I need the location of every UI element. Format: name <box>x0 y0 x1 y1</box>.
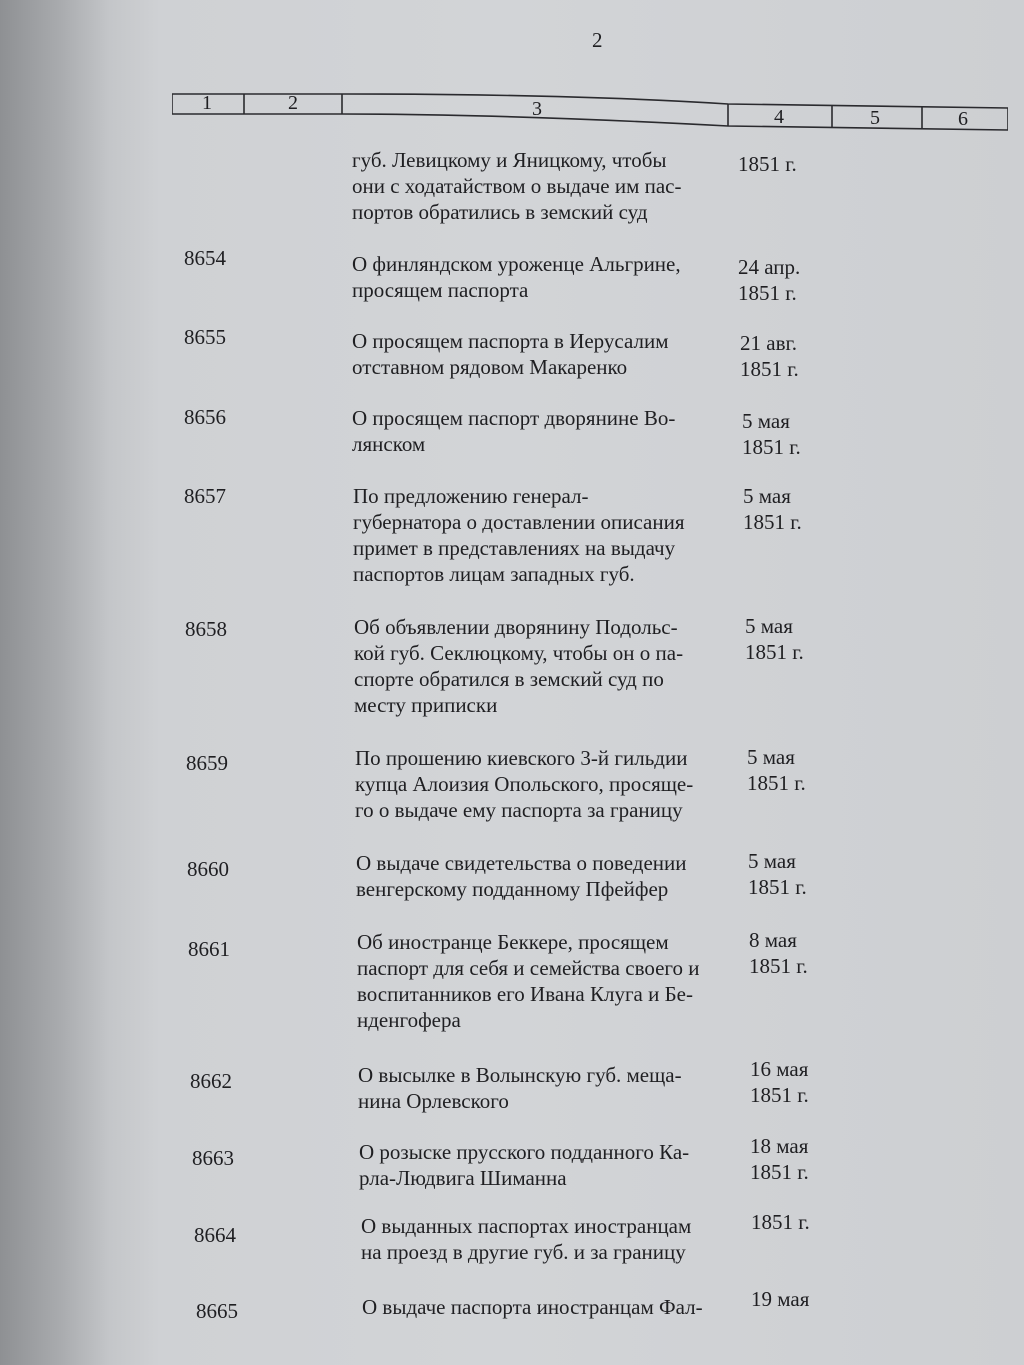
date-line: 1851 г. <box>745 640 804 664</box>
entry-description <box>352 251 681 303</box>
entry-date <box>740 330 799 382</box>
entry-date <box>747 744 806 796</box>
page-number: 2 <box>592 28 603 52</box>
date-line: 1851 г. <box>748 875 807 899</box>
description-line: они с ходатайством о выдаче им пас- <box>352 174 682 198</box>
entry-description <box>352 147 681 225</box>
entry-date <box>750 1133 809 1185</box>
description-line: О выданных паспортах иностранцам <box>361 1214 692 1238</box>
entry-description <box>357 929 700 1033</box>
date-line: 1851 г. <box>751 1210 810 1234</box>
description-line: О выдаче паспорта иностранцам Фал- <box>362 1295 703 1319</box>
entry-number: 8655 <box>184 325 226 349</box>
entry-description <box>355 745 693 823</box>
date-line: 8 мая <box>749 928 797 952</box>
description-line: паспорт для себя и семейства своего и <box>357 956 700 980</box>
description-line: на проезд в другие губ. и за границу <box>361 1240 686 1264</box>
description-line: просящем паспорта <box>352 278 529 302</box>
description-line: нина Орлевского <box>358 1089 509 1113</box>
date-line: 5 мая <box>743 484 791 508</box>
header-col-4: 4 <box>774 106 784 128</box>
entry-number: 8663 <box>192 1146 234 1170</box>
description-line: портов обратились в земский суд <box>352 200 648 224</box>
header-col-2: 2 <box>288 92 298 114</box>
date-line: 1851 г. <box>750 1083 809 1107</box>
entry-description <box>353 483 685 587</box>
date-line: 5 мая <box>747 745 795 769</box>
entry-description <box>352 328 669 380</box>
description-line: Об объявлении дворянину Подольс- <box>354 615 678 639</box>
description-line: По предложению генерал- <box>353 484 589 508</box>
entry-date <box>749 927 808 979</box>
entry-number: 8656 <box>184 405 226 429</box>
date-line: 1851 г. <box>740 357 799 381</box>
entry-number: 8660 <box>187 857 229 881</box>
date-line: 1851 г. <box>738 152 797 176</box>
entry-date <box>751 1209 810 1235</box>
date-line: 1851 г. <box>750 1160 809 1184</box>
entry-number: 8658 <box>185 617 227 641</box>
description-line: кой губ. Секлюцкому, чтобы он о па- <box>354 641 684 665</box>
entry-number: 8654 <box>184 246 226 270</box>
description-line: венгерскому подданному Пфейфер <box>356 877 669 901</box>
description-line: О выдаче свидетельства о поведении <box>356 851 687 875</box>
description-line: лянском <box>352 432 426 456</box>
date-line: 1851 г. <box>742 435 801 459</box>
date-line: 1851 г. <box>749 954 808 978</box>
date-line: 5 мая <box>745 614 793 638</box>
date-line: 21 авг. <box>740 331 797 355</box>
description-line: О розыске прусского подданного Ка- <box>359 1140 690 1164</box>
description-line: отставном рядовом Макаренко <box>352 355 628 379</box>
entry-description <box>359 1139 689 1191</box>
entry-date <box>738 254 800 306</box>
description-line: нденгофера <box>357 1008 461 1032</box>
description-line: купца Алоизия Опольского, просяще- <box>355 772 694 796</box>
header-col-1: 1 <box>202 92 212 114</box>
description-line: О просящем паспорта в Иерусалим <box>352 329 669 353</box>
entry-date <box>750 1056 809 1108</box>
description-line: губернатора о доставлении описания <box>353 510 685 534</box>
entry-description <box>361 1213 691 1265</box>
description-line: О высылке в Волынскую губ. меща- <box>358 1063 682 1087</box>
column-header-table <box>172 92 1008 130</box>
date-line: 5 мая <box>742 409 790 433</box>
description-line: примет в представлениях на выдачу <box>353 536 676 560</box>
description-line: месту приписки <box>354 693 498 717</box>
header-col-5: 5 <box>870 107 880 129</box>
entry-date <box>738 151 797 177</box>
entry-description <box>352 405 675 457</box>
description-line: воспитанников его Ивана Клуга и Бе- <box>357 982 693 1006</box>
entry-number: 8657 <box>184 484 226 508</box>
date-line: 24 апр. <box>738 255 801 279</box>
entry-date <box>748 848 807 900</box>
header-col-3: 3 <box>532 98 542 120</box>
description-line: Об иностранце Беккере, просящем <box>357 930 669 954</box>
entry-date <box>742 408 801 460</box>
entry-date <box>751 1286 809 1312</box>
description-line: По прошению киевского 3-й гильдии <box>355 746 688 770</box>
entry-number: 8659 <box>186 751 228 775</box>
entry-description <box>362 1294 703 1320</box>
header-col-6: 6 <box>958 108 968 130</box>
date-line: 1851 г. <box>738 281 797 305</box>
entry-number: 8665 <box>196 1299 238 1323</box>
entry-description <box>354 614 683 718</box>
date-line: 1851 г. <box>743 510 802 534</box>
entry-description <box>356 850 687 902</box>
date-line: 5 мая <box>748 849 796 873</box>
description-line: рла-Людвига Шиманна <box>359 1166 567 1190</box>
description-line: О просящем паспорт дворянине Во- <box>352 406 676 430</box>
entry-description <box>358 1062 682 1114</box>
entry-number: 8664 <box>194 1223 236 1247</box>
entry-number: 8662 <box>190 1069 232 1093</box>
entry-date <box>745 613 804 665</box>
date-line: 18 мая <box>750 1134 809 1158</box>
entry-number: 8661 <box>188 937 230 961</box>
date-line: 1851 г. <box>747 771 806 795</box>
date-line: 16 мая <box>750 1057 809 1081</box>
description-line: О финляндском уроженце Альгрине, <box>352 252 681 276</box>
description-line: го о выдаче ему паспорта за границу <box>355 798 683 822</box>
description-line: паспортов лицам западных губ. <box>353 562 635 586</box>
description-line: спорте обратился в земский суд по <box>354 667 664 691</box>
description-line: губ. Левицкому и Яницкому, чтобы <box>352 148 667 172</box>
entry-date <box>743 483 802 535</box>
date-line: 19 мая <box>751 1287 810 1311</box>
